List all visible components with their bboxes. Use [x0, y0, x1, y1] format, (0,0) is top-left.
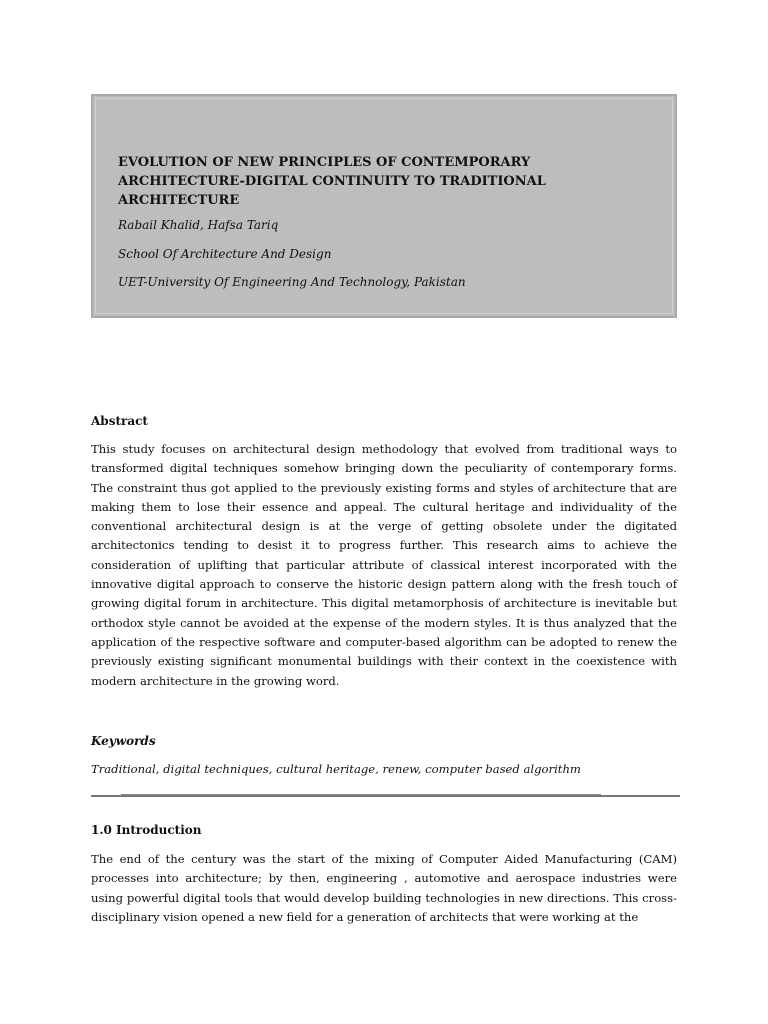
keywords-text: Traditional, digital techniques, cultural heritage, renew, computer based algorithm [91, 762, 581, 776]
institution: UET-University Of Engineering And Technology, Pakistan [118, 275, 466, 289]
section-divider [91, 795, 680, 797]
title-block [91, 94, 677, 318]
paper-title-line-2: ARCHITECTURE-DIGITAL CONTINUITY TO TRADITIONAL [118, 174, 546, 189]
affiliation: School Of Architecture And Design [118, 247, 332, 261]
paper-title-line-1: EVOLUTION OF NEW PRINCIPLES OF CONTEMPORARY [118, 155, 531, 170]
authors: Rabail Khalid, Hafsa Tariq [118, 218, 279, 232]
paper-title-line-3: ARCHITECTURE [118, 193, 240, 208]
abstract-heading: Abstract [91, 414, 148, 428]
introduction-body: The end of the century was the start of the mixing of Computer Aided Manufacturing (CAM) processes into architecture; by then, engineering , automotive and aerospace industries were using powerful digital tools that would develop building technologies in new directions. This cross-disciplinary vision opened a new field for a generation of architects that were working at the [91, 852, 677, 924]
paper-title [118, 153, 638, 210]
keywords-heading: Keywords [91, 734, 156, 748]
introduction-heading: 1.0 Introduction [91, 823, 202, 837]
abstract-body: This study focuses on architectural design methodology that evolved from traditional ways to transformed digital techniques somehow bringing down the peculiarity of contemporary forms. The constraint thus got applied to the previously existing forms and styles of architecture that are making them to lose their essence and appeal. The cultural heritage and individuality of the conventional architectural design is at the verge of getting obsolete under the digitated architectonics tending to desist it to progress further. This research aims to achieve the consideration of uplifting that particular attribute of classical interest incorporated with the innovative digital approach to conserve the historic design pattern along with the fresh touch of growing digital forum in architecture. This digital metamorphosis of architecture is inevitable but orthodox style cannot be avoided at the expense of the modern styles. It is thus analyzed that the application of the respective software and computer-based algorithm can be adopted to renew the previously existing significant monumental buildings with their context in the coexistence with modern architecture in the growing word. [91, 442, 677, 688]
